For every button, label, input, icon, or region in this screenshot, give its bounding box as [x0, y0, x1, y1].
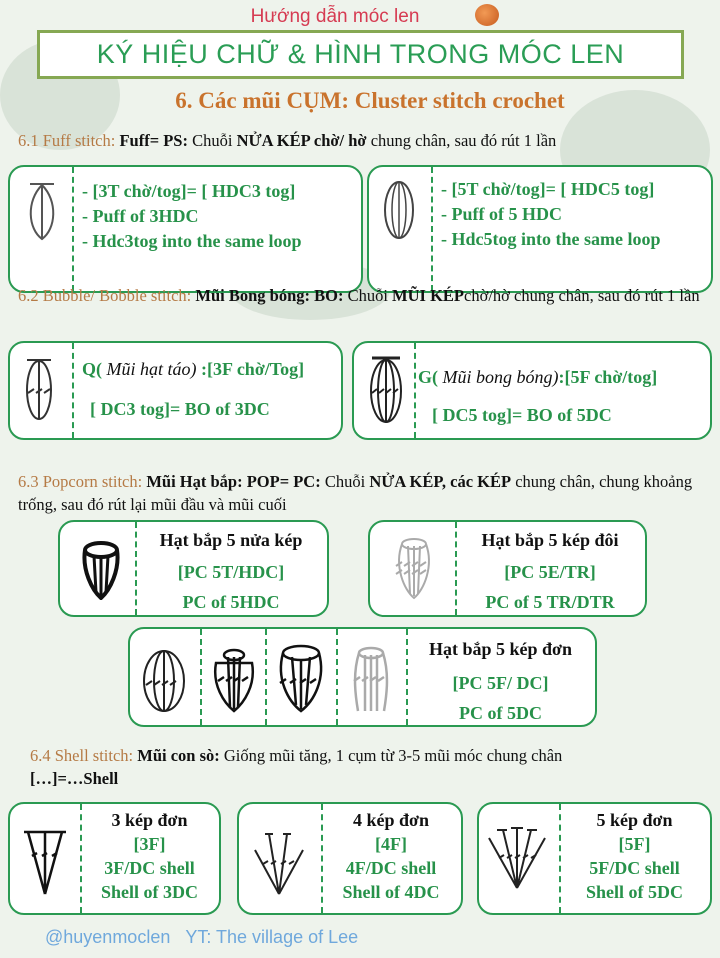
- vn-name: Mũi bong bóng): [438, 367, 559, 387]
- page-title: KÝ HIỆU CHỮ & HÌNH TRONG MÓC LEN: [37, 30, 684, 79]
- popcorn-dc-symbol-1-icon: [138, 645, 190, 713]
- popcorn-tr-symbol-icon: [390, 536, 438, 600]
- card-line: [PC 5T/HDC]: [177, 562, 285, 582]
- footer: [45, 927, 358, 948]
- text: chung chân, chung khoảng trống, sau đó rút lại mũi đầu và mũi cuối: [18, 472, 693, 514]
- card-line: - Puff of 5 HDC: [441, 204, 562, 224]
- popcorn-dc-card: [128, 627, 597, 727]
- text: chung chân, sau đó rút 1 lần: [370, 131, 557, 150]
- popcorn-dc-symbol-4-icon: [346, 645, 396, 713]
- card-line: Shell of 5DC: [585, 882, 683, 902]
- term: Mũi Hạt bắp: POP= PC:: [146, 472, 321, 491]
- card-line: PC of 5HDC: [182, 592, 280, 612]
- card-line: [5F]: [618, 834, 651, 854]
- shell-4-symbol-icon: [251, 828, 307, 898]
- card-title: 5 kép đơn: [596, 810, 673, 830]
- puff-3-card: [8, 165, 363, 293]
- card-line: PC of 5DC: [459, 703, 542, 723]
- bobble-5-symbol-icon: [366, 355, 406, 425]
- card-line: [PC 5E/TR]: [504, 562, 596, 582]
- section-label: 6.2 Bubble/ Bobble stitch:: [18, 286, 192, 305]
- term: Mũi Bong bóng: BO:: [195, 286, 344, 305]
- shell-description: [30, 744, 714, 790]
- popcorn-description: [18, 470, 714, 516]
- social-handle: @huyenmoclen: [45, 927, 171, 947]
- text: Chuỗi: [347, 286, 388, 305]
- card-title: 3 kép đơn: [111, 810, 188, 830]
- puff-5-card: [367, 165, 713, 293]
- text: Chuỗi: [324, 472, 366, 491]
- card-line: [3F]: [133, 834, 166, 854]
- vn-name: Mũi hạt táo): [102, 359, 197, 379]
- section-label: 6.1 Fuff stitch:: [18, 131, 116, 150]
- card-line: - [3T chờ/tog]= [ HDC3 tog]: [82, 181, 296, 201]
- shell-5-card: [477, 802, 712, 915]
- term: […]=…Shell: [30, 769, 119, 788]
- card-line: 5F/DC shell: [589, 858, 680, 878]
- popcorn-dc-symbol-3-icon: [272, 643, 330, 715]
- bobble-description: [18, 284, 714, 307]
- card-line: 4F/DC shell: [345, 858, 437, 878]
- section-label: 6.3 Popcorn stitch:: [18, 472, 143, 491]
- puff-3-symbol-icon: [24, 181, 60, 241]
- text: chờ/hờ chung chân, sau đó rút 1 lần: [464, 286, 700, 305]
- term: Fuff= PS:: [119, 131, 188, 150]
- shell-3-symbol-icon: [20, 828, 70, 898]
- term: Mũi con sò:: [137, 746, 220, 765]
- term: NỬA KÉP, các KÉP: [369, 472, 512, 491]
- popcorn-hdc-symbol-icon: [78, 540, 124, 600]
- bobble-5-card: [352, 341, 712, 440]
- card-line: Shell of 3DC: [100, 882, 198, 902]
- abbrev: Q(: [82, 359, 102, 379]
- popcorn-tr-card: [368, 520, 647, 617]
- card-line: [4F]: [375, 834, 407, 854]
- shell-5-symbol-icon: [485, 824, 549, 894]
- youtube-channel: YT: The village of Lee: [185, 927, 359, 947]
- card-line: :[5F chờ/tog]: [558, 367, 658, 387]
- popcorn-dc-symbol-2-icon: [206, 645, 262, 713]
- term: MŨI KÉP: [392, 286, 465, 305]
- card-line: [ DC3 tog]= BO of 3DC: [90, 399, 270, 419]
- card-title: Hạt bắp 5 kép đôi: [481, 530, 619, 550]
- bobble-3-card: [8, 341, 343, 440]
- card-line: - Hdc3tog into the same loop: [82, 231, 302, 251]
- bobble-3-symbol-icon: [22, 357, 56, 421]
- subtitle: Hướng dẫn móc len: [250, 6, 420, 27]
- card-line: - Hdc5tog into the same loop: [441, 229, 661, 249]
- card-title: Hạt bắp 5 kép đơn: [428, 639, 572, 659]
- card-line: 3F/DC shell: [104, 858, 195, 878]
- card-line: [PC 5F/ DC]: [452, 673, 549, 693]
- card-line: PC of 5 TR/DTR: [485, 592, 615, 612]
- card-title: 4 kép đơn: [353, 810, 429, 830]
- section-heading: 6. Các mũi CỤM: Cluster stitch crochet: [175, 88, 565, 113]
- section-label: 6.4 Shell stitch:: [30, 746, 134, 765]
- card-line: Shell of 4DC: [342, 882, 440, 902]
- shell-3-card: [8, 802, 221, 915]
- card-line: - [5T chờ/tog]= [ HDC5 tog]: [441, 179, 655, 199]
- card-title: Hạt bắp 5 nửa kép: [159, 530, 303, 550]
- popcorn-hdc-card: [58, 520, 329, 617]
- text: Giống mũi tăng, 1 cụm từ 3-5 mũi móc chung chân: [223, 746, 563, 765]
- term: NỬA KÉP chờ/ hờ: [236, 131, 367, 150]
- yarn-ball-icon: [475, 4, 499, 26]
- text: Chuỗi: [192, 131, 233, 150]
- abbrev: G(: [418, 367, 438, 387]
- card-line: - Puff of 3HDC: [82, 206, 199, 226]
- card-line: :[3F chờ/Tog]: [196, 359, 305, 379]
- puff-5-symbol-icon: [381, 179, 417, 241]
- card-line: [ DC5 tog]= BO of 5DC: [432, 405, 612, 425]
- puff-description: [18, 129, 714, 152]
- shell-4-card: [237, 802, 463, 915]
